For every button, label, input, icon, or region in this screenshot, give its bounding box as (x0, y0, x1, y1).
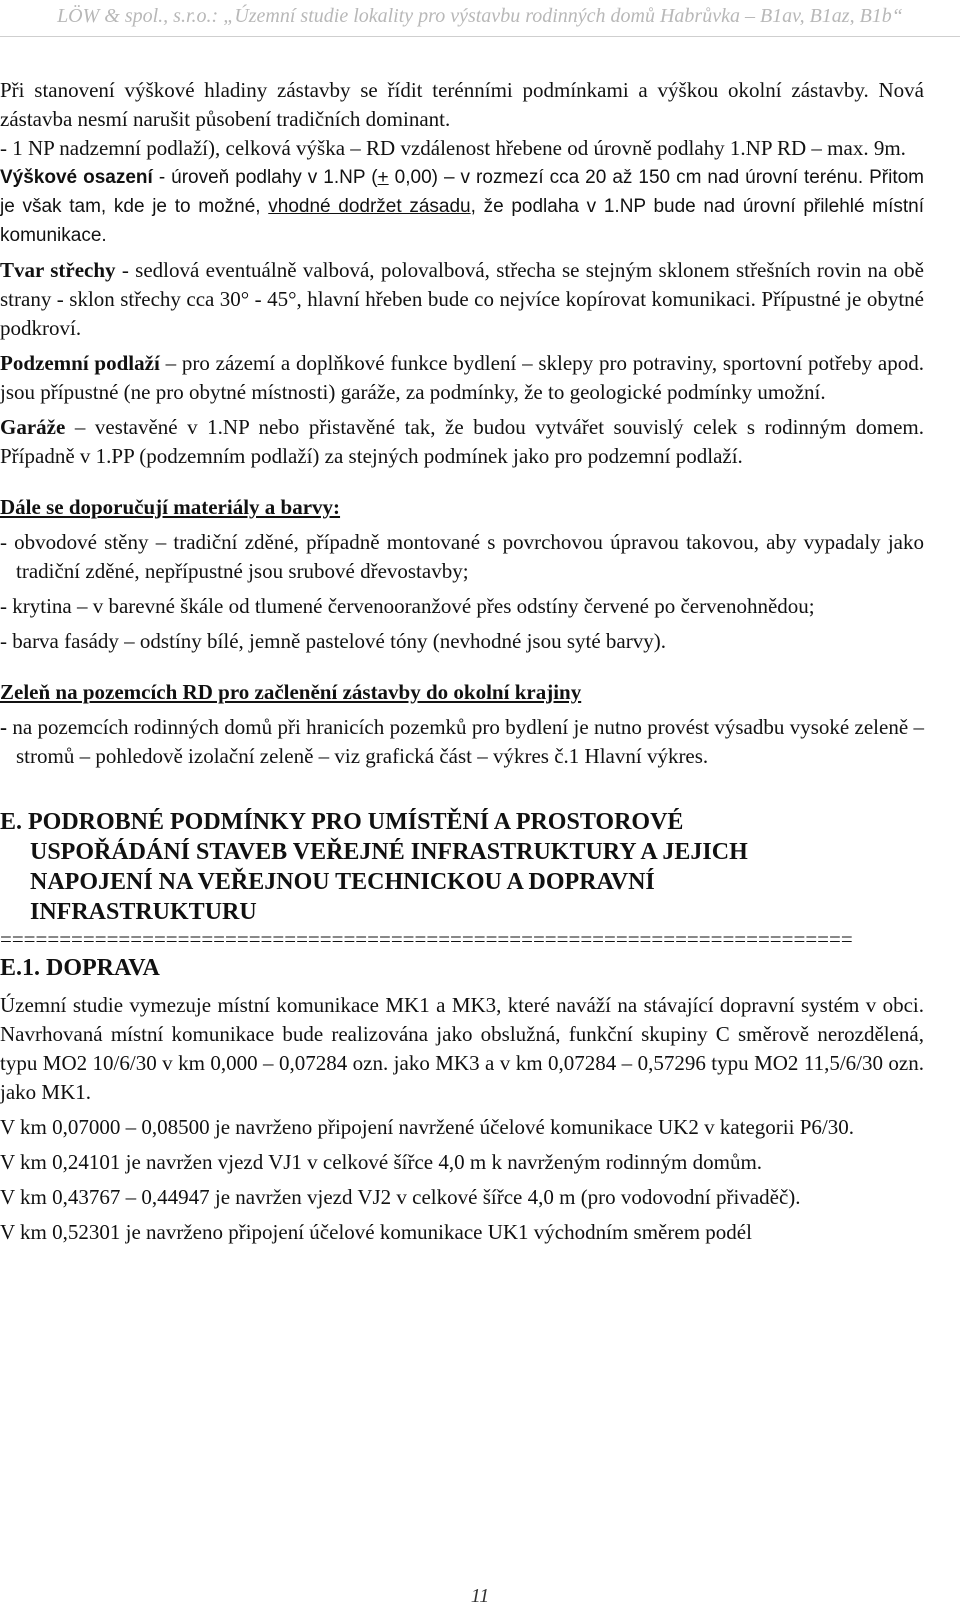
greenery-heading-text: Zeleň na pozemcích RD pro začlenění zástavby do okolní krajiny (0, 680, 582, 704)
text-fragment: 0,00) – v rozmezí cca 20 až 150 cm nad úrovní terénu. Přitom je však tam, kde je to možné, (0, 167, 924, 217)
section-e1-heading: E.1. DOPRAVA (0, 955, 160, 981)
paragraph-basement (0, 349, 924, 407)
list-dash: - (0, 715, 7, 739)
section-e-heading (0, 807, 924, 927)
header-divider (0, 36, 960, 37)
text-fragment: na pozemcích rodinných domů při hranicích pozemků pro bydlení je nutno provést výsadbu vysoké zeleně – stromů – pohledově izolační zeleně – viz grafická část – výkres č.1 Hlavní výkres. (7, 715, 924, 768)
paragraph-height-placement (0, 163, 924, 250)
text-fragment: - úroveň podlahy v 1.NP ( (152, 167, 378, 188)
paragraph-roof-shape (0, 256, 924, 343)
page-content (0, 76, 924, 1247)
underlined-principle: vhodné dodržet zásadu (268, 196, 471, 217)
paragraph-floors: - 1 NP nadzemní podlaží), celková výška – RD vzdálenost hřebene od úrovně podlahy 1.NP RD – max. 9m. (0, 136, 906, 160)
plus-minus-sign: + (377, 167, 389, 188)
section-e-line-1: E. PODROBNÉ PODMÍNKY PRO UMÍSTĚNÍ A PROSTOROVÉ (0, 809, 684, 835)
section-e-line-2: USPOŘÁDÁNÍ STAVEB VEŘEJNÉ INFRASTRUKTURY A JEJICH (30, 839, 748, 865)
text-fragment: – pro zázemí a doplňkové funkce bydlení – sklepy pro potraviny, sportovní potřeby apod. jsou přípustné (ne pro obytné místnosti) garáže, za podmínky, že to geologické podmínky umožní. (0, 351, 924, 404)
transport-paragraph-5: V km 0,52301 je navrženo připojení účelové komunikace UK1 východním směrem podél (0, 1220, 752, 1244)
materials-heading-text: Dále se doporučují materiály a barvy: (0, 495, 341, 519)
transport-paragraph-4: V km 0,43767 – 0,44947 je navržen vjezd VJ2 v celkové šířce 4,0 m (pro vodovodní přivaděč). (0, 1185, 801, 1209)
paragraph-garages (0, 413, 924, 471)
term-garages: Garáže (0, 415, 66, 439)
materials-heading (0, 493, 924, 522)
text-fragment: – vestavěné v 1.NP nebo přistavěné tak, že budou vytvářet souvislý celek s rodinným domem. Případně v 1.PP (podzemním podlaží) za stejných podmínek jako pro podzemní podlaží. (0, 415, 924, 468)
materials-item-facade: - barva fasády – odstíny bílé, jemně pastelové tóny (nevhodné jsou syté barvy). (0, 629, 666, 653)
term-basement: Podzemní podlaží (0, 351, 160, 375)
equals-rule: ======================================================================== (0, 927, 853, 951)
text-fragment: , že podlaha v 1.NP bude nad úrovní přilehlé místní komunikace. (0, 196, 924, 246)
page-number: 11 (470, 1585, 490, 1607)
transport-paragraph-1: Územní studie vymezuje místní komunikace MK1 a MK3, které naváží na stávající dopravní systém v obci. Navrhovaná místní komunikace bude realizována jako obslužná, funkční skupiny C směrově nerozdělená, typu MO2 10/6/30 v km 0,000 – 0,07284 ozn. jako MK3 a v km 0,07284 – 0,57296 typu MO2 11,5/6/30 ozn. jako MK1. (0, 993, 924, 1104)
transport-paragraph-3: V km 0,24101 je navržen vjezd VJ1 v celkové šířce 4,0 m k navrženým rodinným domům. (0, 1150, 763, 1174)
transport-paragraph-2: V km 0,07000 – 0,08500 je navrženo připojení navržené účelové komunikace UK2 v kategorii P6/30. (0, 1115, 854, 1139)
section-e-line-3: NAPOJENÍ NA VEŘEJNOU TECHNICKOU A DOPRAVNÍ (30, 869, 655, 895)
materials-item-walls: - obvodové stěny – tradiční zděné, případně montované s povrchovou úpravou takovou, aby vypadaly jako tradiční zděné, nepřípustné jsou srubové dřevostavby; (0, 530, 924, 583)
text-fragment: - sedlová eventuálně valbová, polovalbová, střecha se stejným sklonem střešních rovin na obě strany - sklon střechy cca 30° - 45°, hlavní hřeben bude co nejvíce kopírovat komunikaci. Přípustné je obytné podkroví. (0, 258, 924, 340)
materials-item-roofing: - krytina – v barevné škále od tlumené červenooranžové přes odstíny červené po červenohnědou; (0, 594, 815, 618)
greenery-heading (0, 678, 924, 707)
running-header: LÖW & spol., s.r.o.: „Územní studie lokality pro výstavbu rodinných domů Habrůvka – B1av, B1az, B1b“ (57, 5, 903, 27)
greenery-item (0, 713, 924, 771)
term-height-placement: Výškové osazení (0, 167, 153, 188)
paragraph-height-level: Při stanovení výškové hladiny zástavby se řídit terénními podmínkami a výškou okolní zástavby. Nová zástavba nesmí narušit působení tradičních dominant. (0, 78, 924, 131)
term-roof-shape: Tvar střechy (0, 258, 116, 282)
section-e-line-4: INFRASTRUKTURU (30, 899, 257, 925)
